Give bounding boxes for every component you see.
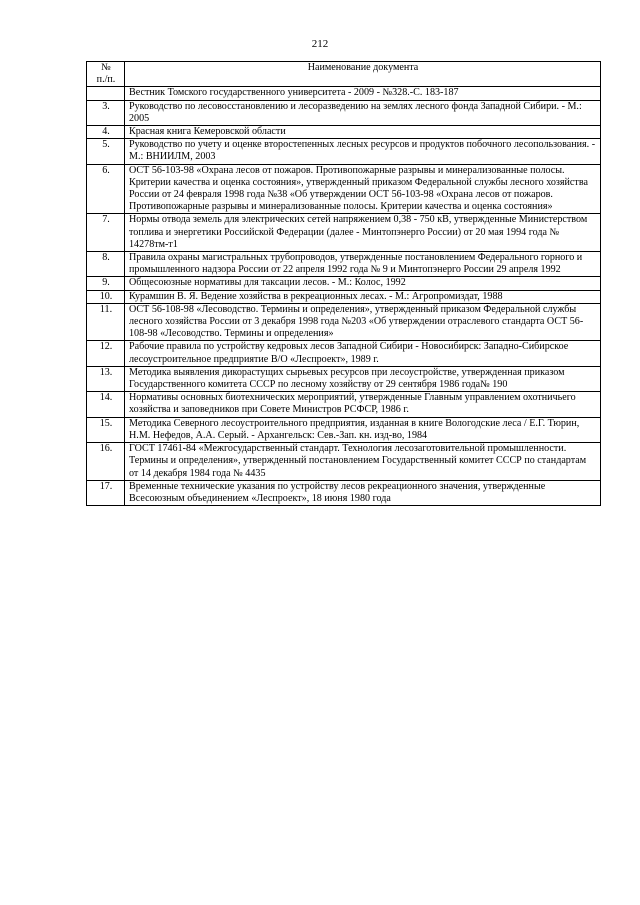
row-document-name: Общесоюзные нормативы для таксации лесов. - М.: Колос, 1992 [125, 277, 601, 290]
row-number: 9. [87, 277, 125, 290]
row-number: 5. [87, 139, 125, 164]
row-document-name: Методика Северного лесоустроительного предприятия, изданная в книге Вологодские леса / Е.Г. Тюрин, Н.М. Нефедов, А.А. Серый. - Архангельск: Сев.-Зап. кн. изд-во, 1984 [125, 417, 601, 442]
row-document-name: Курамшин В. Я. Ведение хозяйства в рекреационных лесах. - М.: Агропромиздат, 1988 [125, 290, 601, 303]
row-document-name: ОСТ 56-108-98 «Лесоводство. Термины и определения», утвержденный приказом Федеральной службы лесного хозяйства России от 3 декабря 1998 года №203 «Об утверждении отраслевого стандарта ОСТ 56-108-98 «Лесоводство. Термины и определения» [125, 303, 601, 341]
table-row [87, 126, 601, 139]
table-row [87, 443, 601, 481]
row-number: 11. [87, 303, 125, 341]
row-document-name: Временные технические указания по устройству лесов рекреационного значения, утвержденные Всесоюзным объединением «Леспроект», 18 июня 1980 года [125, 480, 601, 505]
row-document-name: Нормативы основных биотехнических мероприятий, утвержденные Главным управлением охотничьего хозяйства и заповедников при Совете Министров РСФСР, 1986 г. [125, 392, 601, 417]
row-number: 16. [87, 443, 125, 481]
row-number: 13. [87, 366, 125, 391]
row-number: 10. [87, 290, 125, 303]
row-number [87, 87, 125, 100]
table-row [87, 87, 601, 100]
row-document-name: ОСТ 56-103-98 «Охрана лесов от пожаров. Противопожарные разрывы и минерализованные полосы. Критерии качества и оценка состояния», утвержденный приказом Федеральной службы лесного хозяйства России от 24 февраля 1998 года №38 «Об утверждении ОСТ 56-103-98 «Охрана лесов от пожаров. Противопожарные разрывы и минерализованные полосы. Критерии качества и оценка состояния» [125, 164, 601, 214]
header-number: № п./п. [87, 62, 125, 87]
page-number: 212 [311, 38, 329, 50]
table-row [87, 290, 601, 303]
table-row [87, 366, 601, 391]
table-row [87, 214, 601, 252]
row-number: 14. [87, 392, 125, 417]
table-row [87, 164, 601, 214]
row-number: 4. [87, 126, 125, 139]
row-document-name: Рабочие правила по устройству кедровых лесов Западной Сибири - Новосибирск: Западно-Сибирское лесоустроительное предприятие В/О «Леспроект», 1989 г. [125, 341, 601, 366]
row-number: 8. [87, 252, 125, 277]
table-row [87, 303, 601, 341]
documents-table [86, 61, 601, 506]
table-row [87, 100, 601, 125]
row-document-name: Руководство по учету и оценке второстепенных лесных ресурсов и продуктов побочного лесопользования. - М.: ВНИИЛМ, 2003 [125, 139, 601, 164]
table-row [87, 392, 601, 417]
row-document-name: Вестник Томского государственного университета - 2009 - №328.-С. 183-187 [125, 87, 601, 100]
row-document-name: Красная книга Кемеровской области [125, 126, 601, 139]
row-document-name: Нормы отвода земель для электрических сетей напряжением 0,38 - 750 кВ, утвержденные Министерством топлива и энергетики Российской Федерации (далее - Минтопэнерго России) от 20 мая 1994 года № 14278тм-т1 [125, 214, 601, 252]
header-document-name: Наименование документа [125, 62, 601, 87]
row-number: 7. [87, 214, 125, 252]
table-row [87, 139, 601, 164]
table-row [87, 341, 601, 366]
table-row [87, 252, 601, 277]
row-number: 17. [87, 480, 125, 505]
row-document-name: Руководство по лесовосстановлению и лесоразведению на землях лесного фонда Западной Сибири. - М.: 2005 [125, 100, 601, 125]
row-document-name: Методика выявления дикорастущих сырьевых ресурсов при лесоустройстве, утвержденная приказом Государственного комитета СССР по лесному хозяйству от 29 сентября 1986 года№ 190 [125, 366, 601, 391]
row-number: 15. [87, 417, 125, 442]
table-row [87, 277, 601, 290]
row-number: 6. [87, 164, 125, 214]
row-number: 12. [87, 341, 125, 366]
table-row [87, 417, 601, 442]
row-document-name: ГОСТ 17461-84 «Межгосударственный стандарт. Технология лесозаготовительной промышленности. Термины и определения», утвержденный постановлением Государственный комитет СССР по стандартам от 14 декабря 1984 года № 4435 [125, 443, 601, 481]
row-document-name: Правила охраны магистральных трубопроводов, утвержденные постановлением Федерального горного и промышленного надзора России от 22 апреля 1992 года № 9 и Минтопэнерго России 29 апреля 1992 [125, 252, 601, 277]
table-header-row [87, 62, 601, 87]
table-row [87, 480, 601, 505]
row-number: 3. [87, 100, 125, 125]
